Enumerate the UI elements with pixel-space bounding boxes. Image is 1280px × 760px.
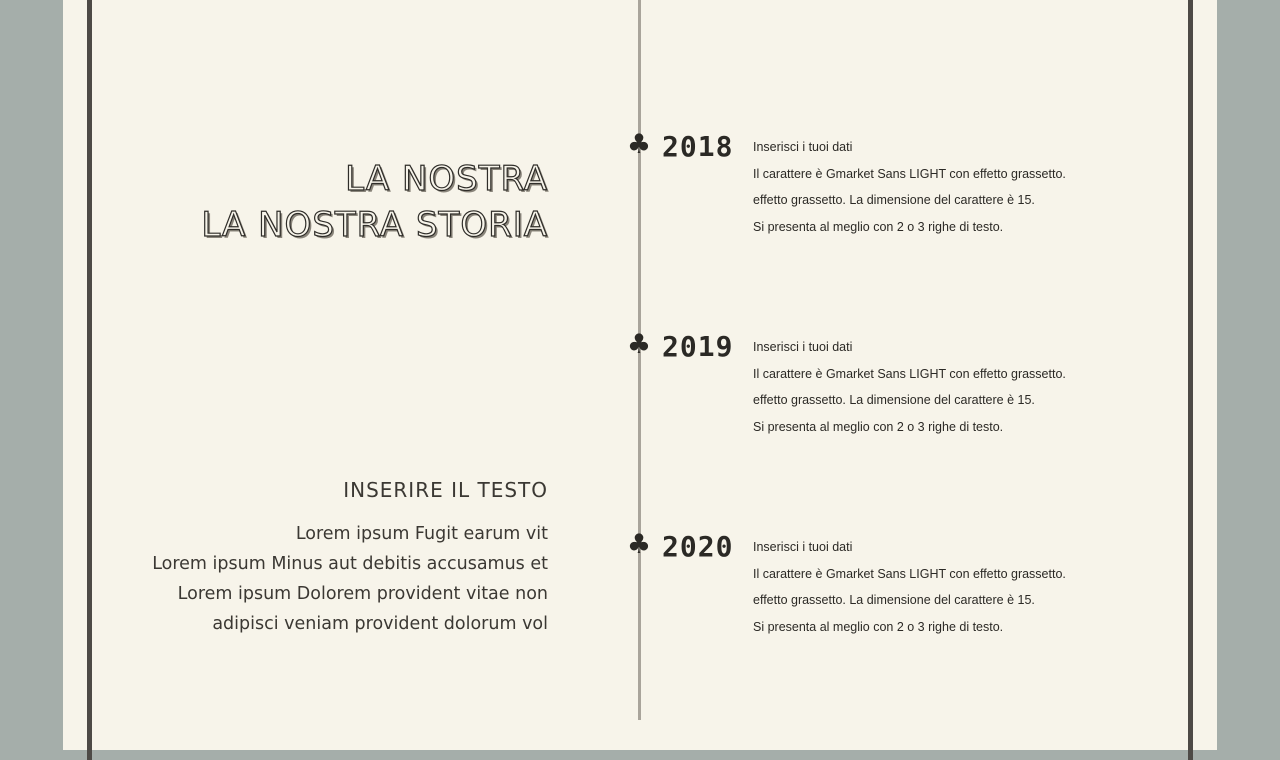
title-line-2: LA NOSTRA STORIA (201, 205, 548, 245)
timeline-event-2020 (626, 530, 1086, 640)
event-line: Si presenta al meglio con 2 o 3 righe di testo. (753, 420, 1004, 435)
event-line: Si presenta al meglio con 2 o 3 righe di testo. (753, 220, 1004, 235)
event-year: 2020 (662, 530, 734, 563)
club-icon: ♣ (626, 529, 652, 560)
event-line: effetto grassetto. La dimensione del carattere è 15. (753, 193, 1035, 208)
section-body (152, 519, 548, 639)
event-line: Inserisci i tuoi dati (753, 340, 853, 354)
event-line: Inserisci i tuoi dati (753, 540, 853, 554)
club-icon: ♣ (626, 129, 652, 160)
body-line: Lorem ipsum Fugit earum vit (295, 524, 548, 544)
event-line: Il carattere è Gmarket Sans LIGHT con effetto grassetto. (753, 166, 1066, 181)
event-description (753, 534, 1066, 641)
page-title (201, 156, 548, 248)
body-line: Lorem ipsum Minus aut debitis accusamus et (152, 554, 548, 574)
body-line: Lorem ipsum Dolorem provident vitae non (177, 584, 548, 604)
event-line: Inserisci i tuoi dati (753, 140, 853, 154)
body-line: adipisci veniam provident dolorum vol (212, 614, 548, 634)
title-line-1: LA NOSTRA (345, 159, 548, 199)
timeline-event-2019 (626, 330, 1086, 440)
event-line: effetto grassetto. La dimensione del carattere è 15. (753, 393, 1035, 408)
event-description (753, 134, 1066, 241)
club-icon: ♣ (626, 329, 652, 360)
event-year: 2018 (662, 130, 734, 163)
event-description (753, 334, 1066, 441)
event-line: Il carattere è Gmarket Sans LIGHT con effetto grassetto. (753, 566, 1066, 581)
event-year: 2019 (662, 330, 734, 363)
timeline-event-2018 (626, 130, 1086, 240)
event-line: effetto grassetto. La dimensione del carattere è 15. (753, 593, 1035, 608)
event-line: Il carattere è Gmarket Sans LIGHT con effetto grassetto. (753, 366, 1066, 381)
section-heading: INSERIRE IL TESTO (343, 478, 548, 502)
event-line: Si presenta al meglio con 2 o 3 righe di testo. (753, 620, 1004, 635)
